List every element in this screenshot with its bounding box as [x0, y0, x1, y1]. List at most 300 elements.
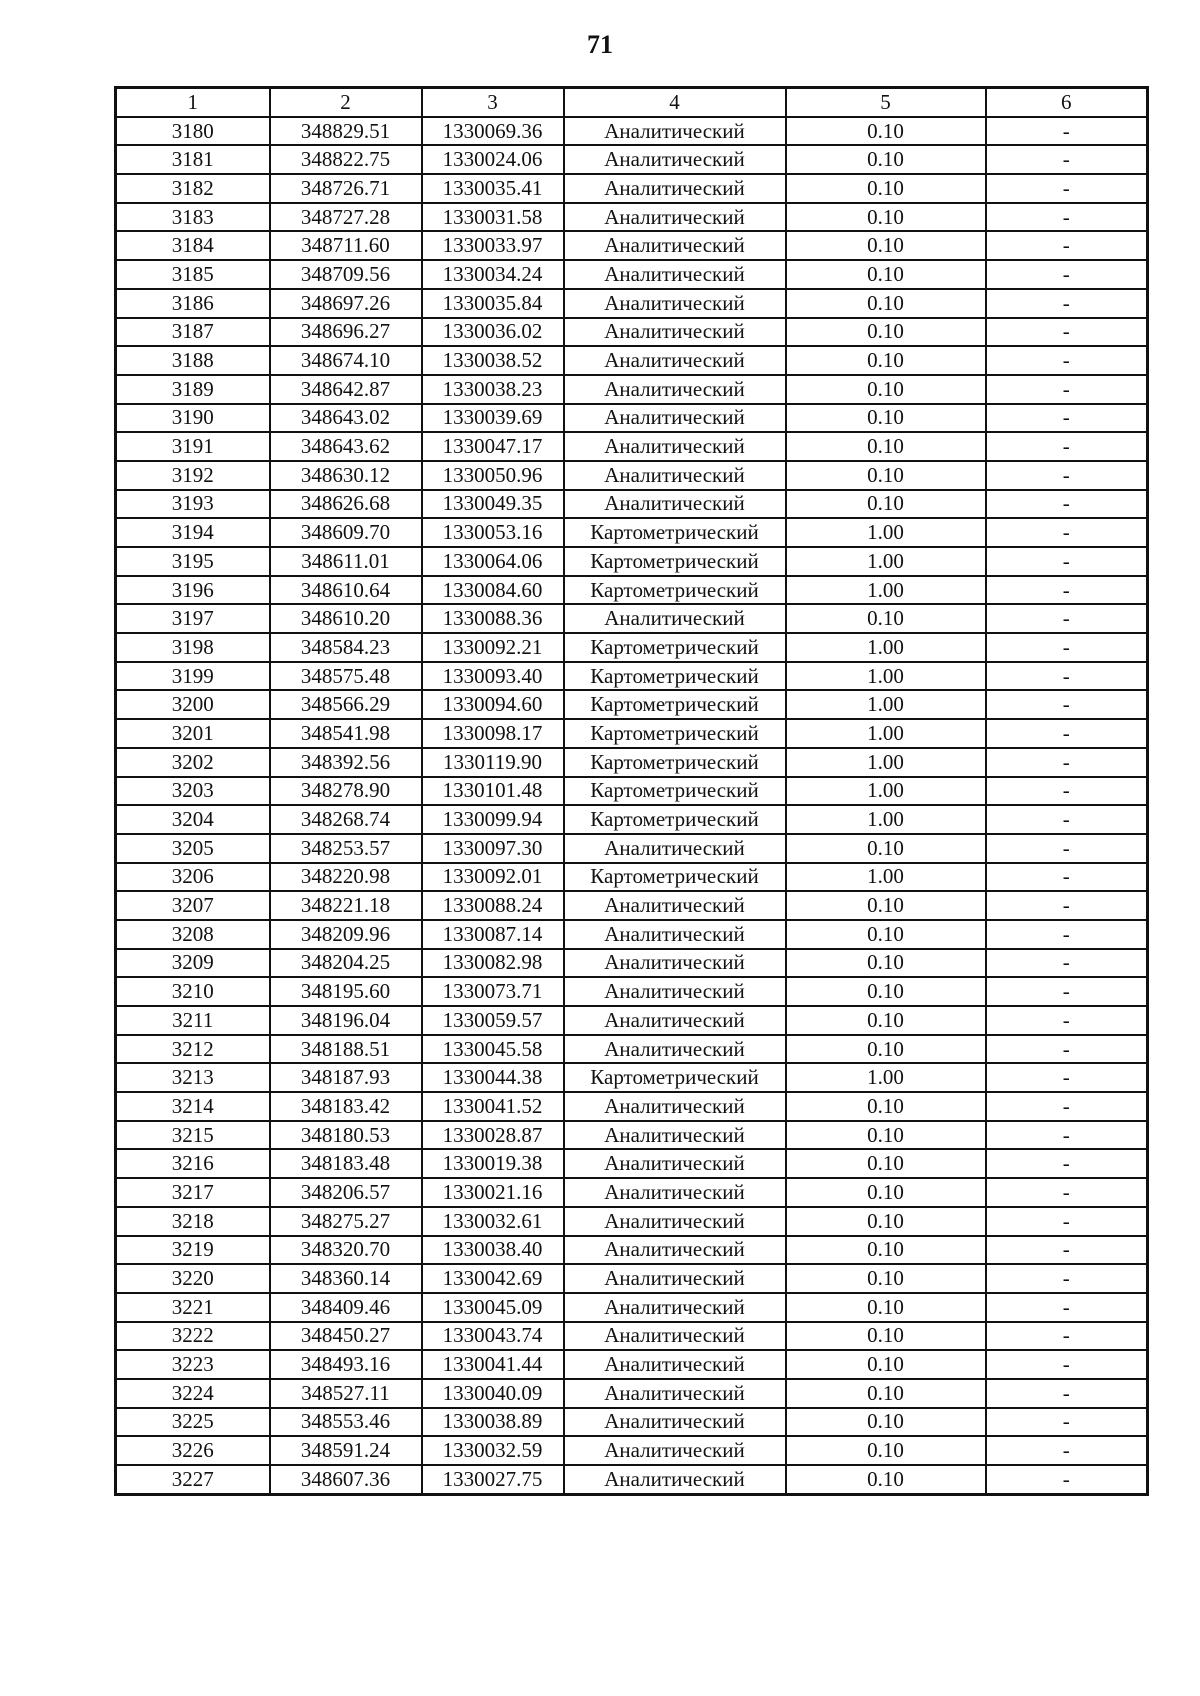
accuracy-cell: 0.10: [786, 260, 986, 289]
note-cell: -: [986, 1207, 1148, 1236]
x-coordinate-cell: 348360.14: [270, 1264, 422, 1293]
table-row: [116, 404, 1148, 433]
accuracy-cell: 1.00: [786, 719, 986, 748]
point-number-cell: 3183: [116, 203, 270, 232]
note-cell: -: [986, 719, 1148, 748]
method-cell: Картометрический: [564, 748, 786, 777]
x-coordinate-cell: 348278.90: [270, 777, 422, 806]
y-coordinate-cell: 1330031.58: [422, 203, 564, 232]
accuracy-cell: 0.10: [786, 1379, 986, 1408]
point-number-cell: 3220: [116, 1264, 270, 1293]
method-cell: Аналитический: [564, 1121, 786, 1150]
point-number-cell: 3192: [116, 461, 270, 490]
x-coordinate-cell: 348643.62: [270, 432, 422, 461]
point-number-cell: 3210: [116, 977, 270, 1006]
point-number-cell: 3203: [116, 777, 270, 806]
point-number-cell: 3193: [116, 490, 270, 519]
table-row: [116, 920, 1148, 949]
point-number-cell: 3181: [116, 145, 270, 174]
y-coordinate-cell: 1330069.36: [422, 117, 564, 146]
y-coordinate-cell: 1330035.41: [422, 174, 564, 203]
note-cell: -: [986, 690, 1148, 719]
y-coordinate-cell: 1330053.16: [422, 518, 564, 547]
accuracy-cell: 0.10: [786, 145, 986, 174]
table-row: [116, 145, 1148, 174]
accuracy-cell: 0.10: [786, 891, 986, 920]
y-coordinate-cell: 1330094.60: [422, 690, 564, 719]
note-cell: -: [986, 1006, 1148, 1035]
method-cell: Аналитический: [564, 117, 786, 146]
point-number-cell: 3205: [116, 834, 270, 863]
note-cell: -: [986, 145, 1148, 174]
x-coordinate-cell: 348642.87: [270, 375, 422, 404]
note-cell: -: [986, 863, 1148, 892]
x-coordinate-cell: 348609.70: [270, 518, 422, 547]
table-row: [116, 1035, 1148, 1064]
x-coordinate-cell: 348253.57: [270, 834, 422, 863]
table-row: [116, 1149, 1148, 1178]
table-row: [116, 604, 1148, 633]
x-coordinate-cell: 348196.04: [270, 1006, 422, 1035]
y-coordinate-cell: 1330092.01: [422, 863, 564, 892]
method-cell: Аналитический: [564, 977, 786, 1006]
table-row: [116, 891, 1148, 920]
y-coordinate-cell: 1330050.96: [422, 461, 564, 490]
x-coordinate-cell: 348822.75: [270, 145, 422, 174]
y-coordinate-cell: 1330047.17: [422, 432, 564, 461]
point-number-cell: 3189: [116, 375, 270, 404]
y-coordinate-cell: 1330034.24: [422, 260, 564, 289]
accuracy-cell: 0.10: [786, 834, 986, 863]
method-cell: Аналитический: [564, 231, 786, 260]
x-coordinate-cell: 348726.71: [270, 174, 422, 203]
note-cell: -: [986, 1092, 1148, 1121]
x-coordinate-cell: 348626.68: [270, 490, 422, 519]
accuracy-cell: 1.00: [786, 662, 986, 691]
x-coordinate-cell: 348183.42: [270, 1092, 422, 1121]
x-coordinate-cell: 348206.57: [270, 1178, 422, 1207]
x-coordinate-cell: 348183.48: [270, 1149, 422, 1178]
note-cell: -: [986, 777, 1148, 806]
table-row: [116, 346, 1148, 375]
y-coordinate-cell: 1330088.36: [422, 604, 564, 633]
note-cell: -: [986, 260, 1148, 289]
table-row: [116, 1063, 1148, 1092]
method-cell: Картометрический: [564, 633, 786, 662]
x-coordinate-cell: 348195.60: [270, 977, 422, 1006]
point-number-cell: 3226: [116, 1436, 270, 1465]
point-number-cell: 3211: [116, 1006, 270, 1035]
method-cell: Картометрический: [564, 547, 786, 576]
note-cell: -: [986, 891, 1148, 920]
note-cell: -: [986, 748, 1148, 777]
x-coordinate-cell: 348711.60: [270, 231, 422, 260]
accuracy-cell: 0.10: [786, 432, 986, 461]
accuracy-cell: 0.10: [786, 231, 986, 260]
point-number-cell: 3224: [116, 1379, 270, 1408]
y-coordinate-cell: 1330043.74: [422, 1322, 564, 1351]
table-row: [116, 174, 1148, 203]
header-row: [116, 88, 1148, 117]
note-cell: -: [986, 604, 1148, 633]
table-row: [116, 863, 1148, 892]
y-coordinate-cell: 1330088.24: [422, 891, 564, 920]
x-coordinate-cell: 348180.53: [270, 1121, 422, 1150]
note-cell: -: [986, 375, 1148, 404]
x-coordinate-cell: 348709.56: [270, 260, 422, 289]
accuracy-cell: 0.10: [786, 1436, 986, 1465]
table-row: [116, 748, 1148, 777]
y-coordinate-cell: 1330049.35: [422, 490, 564, 519]
x-coordinate-cell: 348220.98: [270, 863, 422, 892]
point-number-cell: 3215: [116, 1121, 270, 1150]
accuracy-cell: 0.10: [786, 977, 986, 1006]
accuracy-cell: 0.10: [786, 1035, 986, 1064]
table-row: [116, 1178, 1148, 1207]
method-cell: Аналитический: [564, 604, 786, 633]
note-cell: -: [986, 1379, 1148, 1408]
note-cell: -: [986, 834, 1148, 863]
table-row: [116, 1379, 1148, 1408]
accuracy-cell: 1.00: [786, 576, 986, 605]
table-header: [116, 88, 1148, 117]
note-cell: -: [986, 1149, 1148, 1178]
accuracy-cell: 1.00: [786, 690, 986, 719]
accuracy-cell: 0.10: [786, 461, 986, 490]
method-cell: Картометрический: [564, 662, 786, 691]
table-row: [116, 289, 1148, 318]
y-coordinate-cell: 1330032.61: [422, 1207, 564, 1236]
note-cell: -: [986, 920, 1148, 949]
accuracy-cell: 0.10: [786, 1121, 986, 1150]
table-row: [116, 576, 1148, 605]
y-coordinate-cell: 1330019.38: [422, 1149, 564, 1178]
y-coordinate-cell: 1330045.58: [422, 1035, 564, 1064]
point-number-cell: 3214: [116, 1092, 270, 1121]
point-number-cell: 3217: [116, 1178, 270, 1207]
page-number: 71: [587, 30, 613, 59]
note-cell: -: [986, 1035, 1148, 1064]
y-coordinate-cell: 1330040.09: [422, 1379, 564, 1408]
point-number-cell: 3204: [116, 805, 270, 834]
accuracy-cell: 0.10: [786, 1350, 986, 1379]
point-number-cell: 3222: [116, 1322, 270, 1351]
note-cell: -: [986, 432, 1148, 461]
y-coordinate-cell: 1330041.52: [422, 1092, 564, 1121]
y-coordinate-cell: 1330038.52: [422, 346, 564, 375]
table-row: [116, 949, 1148, 978]
method-cell: Аналитический: [564, 1379, 786, 1408]
column-header: 4: [564, 88, 786, 117]
point-number-cell: 3202: [116, 748, 270, 777]
point-number-cell: 3188: [116, 346, 270, 375]
note-cell: -: [986, 1465, 1148, 1494]
y-coordinate-cell: 1330039.69: [422, 404, 564, 433]
note-cell: -: [986, 662, 1148, 691]
accuracy-cell: 0.10: [786, 920, 986, 949]
method-cell: Аналитический: [564, 203, 786, 232]
column-header: 5: [786, 88, 986, 117]
accuracy-cell: 0.10: [786, 346, 986, 375]
point-number-cell: 3196: [116, 576, 270, 605]
accuracy-cell: 0.10: [786, 404, 986, 433]
y-coordinate-cell: 1330038.23: [422, 375, 564, 404]
method-cell: Аналитический: [564, 834, 786, 863]
point-number-cell: 3197: [116, 604, 270, 633]
y-coordinate-cell: 1330093.40: [422, 662, 564, 691]
y-coordinate-cell: 1330097.30: [422, 834, 564, 863]
y-coordinate-cell: 1330032.59: [422, 1436, 564, 1465]
x-coordinate-cell: 348527.11: [270, 1379, 422, 1408]
note-cell: -: [986, 949, 1148, 978]
table-row: [116, 490, 1148, 519]
y-coordinate-cell: 1330036.02: [422, 318, 564, 347]
accuracy-cell: 0.10: [786, 1293, 986, 1322]
table-row: [116, 547, 1148, 576]
accuracy-cell: 0.10: [786, 1149, 986, 1178]
x-coordinate-cell: 348591.24: [270, 1436, 422, 1465]
point-number-cell: 3218: [116, 1207, 270, 1236]
point-number-cell: 3200: [116, 690, 270, 719]
method-cell: Аналитический: [564, 432, 786, 461]
table-row: [116, 719, 1148, 748]
accuracy-cell: 0.10: [786, 174, 986, 203]
table-row: [116, 1006, 1148, 1035]
point-number-cell: 3219: [116, 1236, 270, 1265]
point-number-cell: 3206: [116, 863, 270, 892]
table-row: [116, 777, 1148, 806]
note-cell: -: [986, 1350, 1148, 1379]
method-cell: Аналитический: [564, 1350, 786, 1379]
y-coordinate-cell: 1330087.14: [422, 920, 564, 949]
x-coordinate-cell: 348674.10: [270, 346, 422, 375]
method-cell: Аналитический: [564, 490, 786, 519]
table-row: [116, 1207, 1148, 1236]
method-cell: Аналитический: [564, 404, 786, 433]
point-number-cell: 3185: [116, 260, 270, 289]
method-cell: Аналитический: [564, 1236, 786, 1265]
note-cell: -: [986, 461, 1148, 490]
table-row: [116, 260, 1148, 289]
point-number-cell: 3198: [116, 633, 270, 662]
point-number-cell: 3187: [116, 318, 270, 347]
table-row: [116, 117, 1148, 146]
point-number-cell: 3209: [116, 949, 270, 978]
method-cell: Аналитический: [564, 1293, 786, 1322]
method-cell: Аналитический: [564, 1408, 786, 1437]
y-coordinate-cell: 1330092.21: [422, 633, 564, 662]
accuracy-cell: 1.00: [786, 805, 986, 834]
y-coordinate-cell: 1330099.94: [422, 805, 564, 834]
x-coordinate-cell: 348275.27: [270, 1207, 422, 1236]
method-cell: Аналитический: [564, 318, 786, 347]
point-number-cell: 3225: [116, 1408, 270, 1437]
point-number-cell: 3227: [116, 1465, 270, 1494]
column-header: 6: [986, 88, 1148, 117]
x-coordinate-cell: 348696.27: [270, 318, 422, 347]
note-cell: -: [986, 1063, 1148, 1092]
method-cell: Аналитический: [564, 1035, 786, 1064]
x-coordinate-cell: 348221.18: [270, 891, 422, 920]
x-coordinate-cell: 348829.51: [270, 117, 422, 146]
x-coordinate-cell: 348607.36: [270, 1465, 422, 1494]
accuracy-cell: 0.10: [786, 490, 986, 519]
note-cell: -: [986, 289, 1148, 318]
y-coordinate-cell: 1330042.69: [422, 1264, 564, 1293]
y-coordinate-cell: 1330059.57: [422, 1006, 564, 1035]
x-coordinate-cell: 348566.29: [270, 690, 422, 719]
point-number-cell: 3199: [116, 662, 270, 691]
method-cell: Аналитический: [564, 1465, 786, 1494]
method-cell: Аналитический: [564, 174, 786, 203]
note-cell: -: [986, 1264, 1148, 1293]
table-row: [116, 1465, 1148, 1494]
x-coordinate-cell: 348493.16: [270, 1350, 422, 1379]
accuracy-cell: 1.00: [786, 1063, 986, 1092]
table-row: [116, 518, 1148, 547]
note-cell: -: [986, 518, 1148, 547]
method-cell: Аналитический: [564, 375, 786, 404]
point-number-cell: 3201: [116, 719, 270, 748]
point-number-cell: 3194: [116, 518, 270, 547]
method-cell: Аналитический: [564, 920, 786, 949]
method-cell: Аналитический: [564, 949, 786, 978]
accuracy-cell: 0.10: [786, 117, 986, 146]
x-coordinate-cell: 348697.26: [270, 289, 422, 318]
point-number-cell: 3184: [116, 231, 270, 260]
y-coordinate-cell: 1330038.89: [422, 1408, 564, 1437]
accuracy-cell: 0.10: [786, 375, 986, 404]
note-cell: -: [986, 1293, 1148, 1322]
point-number-cell: 3223: [116, 1350, 270, 1379]
note-cell: -: [986, 346, 1148, 375]
point-number-cell: 3180: [116, 117, 270, 146]
method-cell: Аналитический: [564, 289, 786, 318]
column-header: 1: [116, 88, 270, 117]
method-cell: Аналитический: [564, 1006, 786, 1035]
point-number-cell: 3190: [116, 404, 270, 433]
method-cell: Аналитический: [564, 1178, 786, 1207]
method-cell: Аналитический: [564, 1149, 786, 1178]
y-coordinate-cell: 1330082.98: [422, 949, 564, 978]
accuracy-cell: 0.10: [786, 1006, 986, 1035]
method-cell: Картометрический: [564, 863, 786, 892]
accuracy-cell: 0.10: [786, 1465, 986, 1494]
y-coordinate-cell: 1330119.90: [422, 748, 564, 777]
point-number-cell: 3207: [116, 891, 270, 920]
table-row: [116, 432, 1148, 461]
table-row: [116, 1121, 1148, 1150]
x-coordinate-cell: 348553.46: [270, 1408, 422, 1437]
accuracy-cell: 1.00: [786, 777, 986, 806]
table-row: [116, 1322, 1148, 1351]
point-number-cell: 3221: [116, 1293, 270, 1322]
table-row: [116, 690, 1148, 719]
table-row: [116, 633, 1148, 662]
x-coordinate-cell: 348188.51: [270, 1035, 422, 1064]
note-cell: -: [986, 576, 1148, 605]
method-cell: Аналитический: [564, 1207, 786, 1236]
accuracy-cell: 1.00: [786, 547, 986, 576]
point-number-cell: 3216: [116, 1149, 270, 1178]
x-coordinate-cell: 348268.74: [270, 805, 422, 834]
note-cell: -: [986, 1178, 1148, 1207]
note-cell: -: [986, 977, 1148, 1006]
x-coordinate-cell: 348630.12: [270, 461, 422, 490]
y-coordinate-cell: 1330033.97: [422, 231, 564, 260]
y-coordinate-cell: 1330073.71: [422, 977, 564, 1006]
point-number-cell: 3208: [116, 920, 270, 949]
point-number-cell: 3213: [116, 1063, 270, 1092]
accuracy-cell: 0.10: [786, 604, 986, 633]
table-row: [116, 231, 1148, 260]
y-coordinate-cell: 1330021.16: [422, 1178, 564, 1207]
accuracy-cell: 0.10: [786, 1322, 986, 1351]
method-cell: Аналитический: [564, 1436, 786, 1465]
note-cell: -: [986, 490, 1148, 519]
accuracy-cell: 1.00: [786, 863, 986, 892]
note-cell: -: [986, 1236, 1148, 1265]
x-coordinate-cell: 348187.93: [270, 1063, 422, 1092]
accuracy-cell: 0.10: [786, 1264, 986, 1293]
x-coordinate-cell: 348575.48: [270, 662, 422, 691]
table-row: [116, 1408, 1148, 1437]
y-coordinate-cell: 1330024.06: [422, 145, 564, 174]
x-coordinate-cell: 348610.20: [270, 604, 422, 633]
method-cell: Картометрический: [564, 777, 786, 806]
y-coordinate-cell: 1330064.06: [422, 547, 564, 576]
note-cell: -: [986, 117, 1148, 146]
table-row: [116, 1264, 1148, 1293]
table-body: [116, 117, 1148, 1495]
accuracy-cell: 1.00: [786, 518, 986, 547]
x-coordinate-cell: 348727.28: [270, 203, 422, 232]
x-coordinate-cell: 348610.64: [270, 576, 422, 605]
table-row: [116, 318, 1148, 347]
y-coordinate-cell: 1330041.44: [422, 1350, 564, 1379]
table-row: [116, 1436, 1148, 1465]
accuracy-cell: 0.10: [786, 1207, 986, 1236]
x-coordinate-cell: 348643.02: [270, 404, 422, 433]
method-cell: Аналитический: [564, 1092, 786, 1121]
note-cell: -: [986, 1121, 1148, 1150]
point-number-cell: 3191: [116, 432, 270, 461]
table-row: [116, 1293, 1148, 1322]
accuracy-cell: 0.10: [786, 318, 986, 347]
x-coordinate-cell: 348450.27: [270, 1322, 422, 1351]
y-coordinate-cell: 1330084.60: [422, 576, 564, 605]
y-coordinate-cell: 1330101.48: [422, 777, 564, 806]
accuracy-cell: 0.10: [786, 1236, 986, 1265]
accuracy-cell: 0.10: [786, 1092, 986, 1121]
y-coordinate-cell: 1330098.17: [422, 719, 564, 748]
table-row: [116, 977, 1148, 1006]
note-cell: -: [986, 203, 1148, 232]
y-coordinate-cell: 1330045.09: [422, 1293, 564, 1322]
method-cell: Картометрический: [564, 690, 786, 719]
method-cell: Аналитический: [564, 461, 786, 490]
y-coordinate-cell: 1330027.75: [422, 1465, 564, 1494]
accuracy-cell: 1.00: [786, 748, 986, 777]
method-cell: Аналитический: [564, 260, 786, 289]
y-coordinate-cell: 1330044.38: [422, 1063, 564, 1092]
table-row: [116, 375, 1148, 404]
table-row: [116, 662, 1148, 691]
method-cell: Картометрический: [564, 719, 786, 748]
accuracy-cell: 0.10: [786, 1178, 986, 1207]
method-cell: Картометрический: [564, 805, 786, 834]
column-header: 2: [270, 88, 422, 117]
